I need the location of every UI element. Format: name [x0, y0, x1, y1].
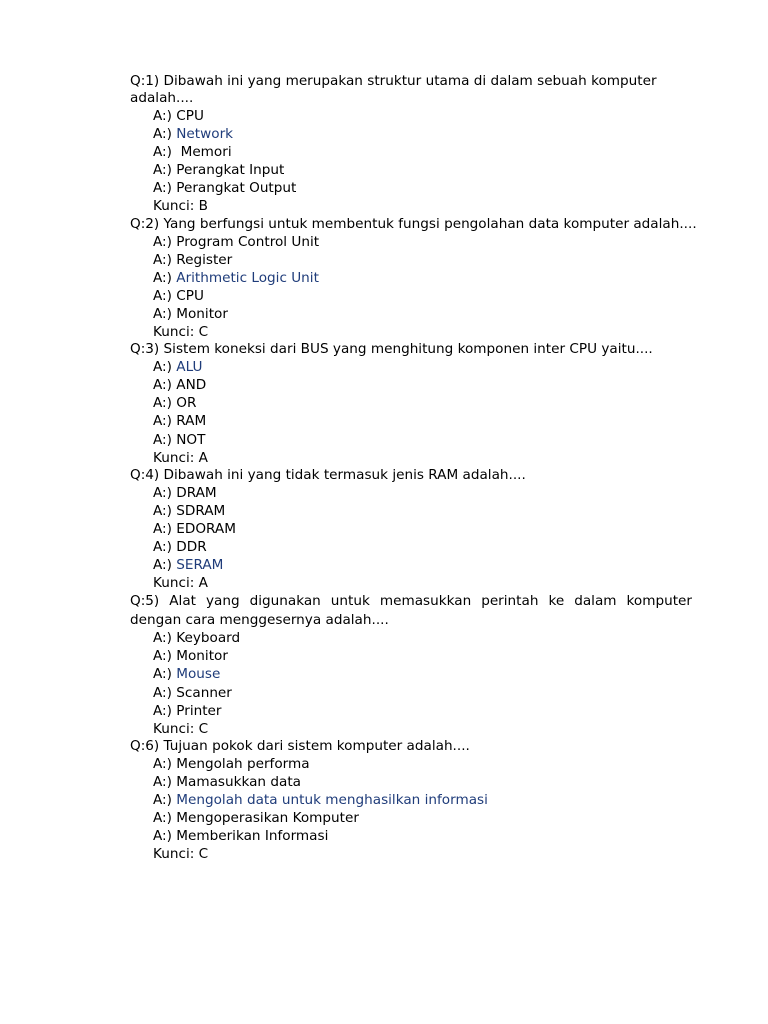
option — [153, 358, 740, 376]
option-prefix: A:) — [153, 666, 177, 683]
option-prefix: A:) — [153, 828, 177, 845]
option — [153, 629, 740, 647]
option-text-correct: SERAM — [176, 557, 224, 574]
option-prefix: A:) — [153, 431, 177, 448]
option-prefix: A:) — [153, 287, 177, 304]
option — [153, 791, 740, 809]
option — [153, 143, 740, 161]
option-prefix: A:) — [153, 557, 177, 574]
question-6 — [130, 738, 740, 864]
option-text: CPU — [176, 287, 204, 304]
option-text: SDRAM — [176, 502, 226, 519]
option-prefix: A:) — [153, 108, 177, 124]
option — [153, 702, 740, 720]
question-3 — [130, 341, 740, 467]
option-prefix: A:) — [153, 810, 177, 827]
option — [153, 684, 740, 702]
option — [153, 431, 740, 449]
option-text: Memori — [176, 144, 232, 161]
option — [153, 376, 740, 394]
option — [153, 755, 740, 773]
option-prefix: A:) — [153, 502, 177, 519]
option — [153, 502, 740, 520]
option-text: Monitor — [176, 305, 228, 322]
option-prefix: A:) — [153, 702, 177, 719]
option-prefix: A:) — [153, 126, 177, 143]
option — [153, 412, 740, 430]
option — [153, 647, 740, 665]
option — [153, 125, 740, 143]
option-prefix: A:) — [153, 144, 177, 161]
option-prefix: A:) — [153, 359, 177, 376]
option — [153, 538, 740, 556]
answer-key: Kunci: C — [153, 720, 209, 737]
option-prefix: A:) — [153, 233, 177, 250]
option-prefix: A:) — [153, 792, 177, 808]
option-text: Scanner — [176, 684, 232, 701]
option — [153, 484, 740, 502]
option-prefix: A:) — [153, 484, 177, 501]
option-text: EDORAM — [176, 520, 236, 537]
option-text: DRAM — [176, 484, 217, 501]
option-text-correct: ALU — [176, 359, 203, 376]
answer-key: Kunci: A — [153, 449, 208, 466]
option-prefix: A:) — [153, 773, 177, 790]
option-text: AND — [176, 377, 207, 394]
option — [153, 287, 740, 305]
option-prefix: A:) — [153, 377, 177, 394]
option-prefix: A:) — [153, 538, 177, 555]
option — [153, 827, 740, 845]
option-text-correct: Network — [176, 126, 234, 143]
option-text-correct: Arithmetic Logic Unit — [176, 269, 319, 286]
option-text: DDR — [176, 538, 207, 555]
option — [153, 251, 740, 269]
option-text: NOT — [176, 431, 206, 448]
answer-key: Kunci: A — [153, 575, 208, 592]
option — [153, 305, 740, 323]
option — [153, 161, 740, 179]
option-prefix: A:) — [153, 180, 177, 197]
option-text: Register — [176, 251, 233, 268]
question-1 — [130, 73, 740, 216]
question-prompt: Q:5) Alat yang digunakan untuk memasukkan perintah ke dalam komputer dengan cara menggesernya adalah.... — [130, 593, 692, 628]
option-text-correct: Mengolah data untuk menghasilkan informasi — [176, 792, 488, 808]
question-prompt: Q:2) Yang berfungsi untuk membentuk fungsi pengolahan data komputer adalah.... — [130, 215, 697, 232]
option-text: OR — [176, 395, 197, 412]
option — [153, 394, 740, 412]
option-text: Mengoperasikan Komputer — [176, 810, 359, 827]
option-text: RAM — [176, 413, 207, 430]
quiz-document — [130, 73, 740, 863]
option-prefix: A:) — [153, 395, 177, 412]
option — [153, 773, 740, 791]
option-text: Memberikan Informasi — [176, 828, 329, 845]
question-prompt: Q:3) Sistem koneksi dari BUS yang menghitung komponen inter CPU yaitu.... — [130, 341, 653, 358]
option — [153, 233, 740, 251]
question-prompt: Q:1) Dibawah ini yang merupakan struktur utama di dalam sebuah komputer adalah.... — [130, 73, 657, 106]
option — [153, 269, 740, 287]
question-prompt: Q:6) Tujuan pokok dari sistem komputer adalah.... — [130, 737, 470, 754]
option — [153, 809, 740, 827]
option-text: Program Control Unit — [176, 233, 320, 250]
question-prompt: Q:4) Dibawah ini yang tidak termasuk jenis RAM adalah.... — [130, 466, 526, 483]
option-prefix: A:) — [153, 251, 177, 268]
option-text: Mamasukkan data — [176, 773, 301, 790]
option — [153, 520, 740, 538]
option — [153, 107, 740, 125]
option-prefix: A:) — [153, 648, 177, 665]
option — [153, 665, 740, 683]
option-prefix: A:) — [153, 630, 177, 647]
option — [153, 556, 740, 574]
answer-key: Kunci: B — [153, 198, 208, 215]
option-prefix: A:) — [153, 305, 177, 322]
option-prefix: A:) — [153, 684, 177, 701]
option-text-correct: Mouse — [176, 666, 221, 683]
option-prefix: A:) — [153, 755, 177, 772]
option-text: Mengolah performa — [176, 755, 310, 772]
option-prefix: A:) — [153, 520, 177, 537]
option-text: Keyboard — [176, 630, 241, 647]
option — [153, 179, 740, 197]
option-text: Monitor — [176, 648, 228, 665]
question-2 — [130, 216, 740, 342]
option-prefix: A:) — [153, 162, 177, 179]
option-prefix: A:) — [153, 413, 177, 430]
option-text: CPU — [176, 108, 204, 124]
question-4 — [130, 467, 740, 593]
answer-key: Kunci: C — [153, 324, 209, 341]
option-text: Printer — [176, 702, 222, 719]
option-prefix: A:) — [153, 269, 177, 286]
answer-key: Kunci: C — [153, 846, 209, 863]
option-text: Perangkat Input — [176, 162, 285, 179]
option-text: Perangkat Output — [176, 180, 297, 197]
question-5 — [130, 592, 740, 738]
